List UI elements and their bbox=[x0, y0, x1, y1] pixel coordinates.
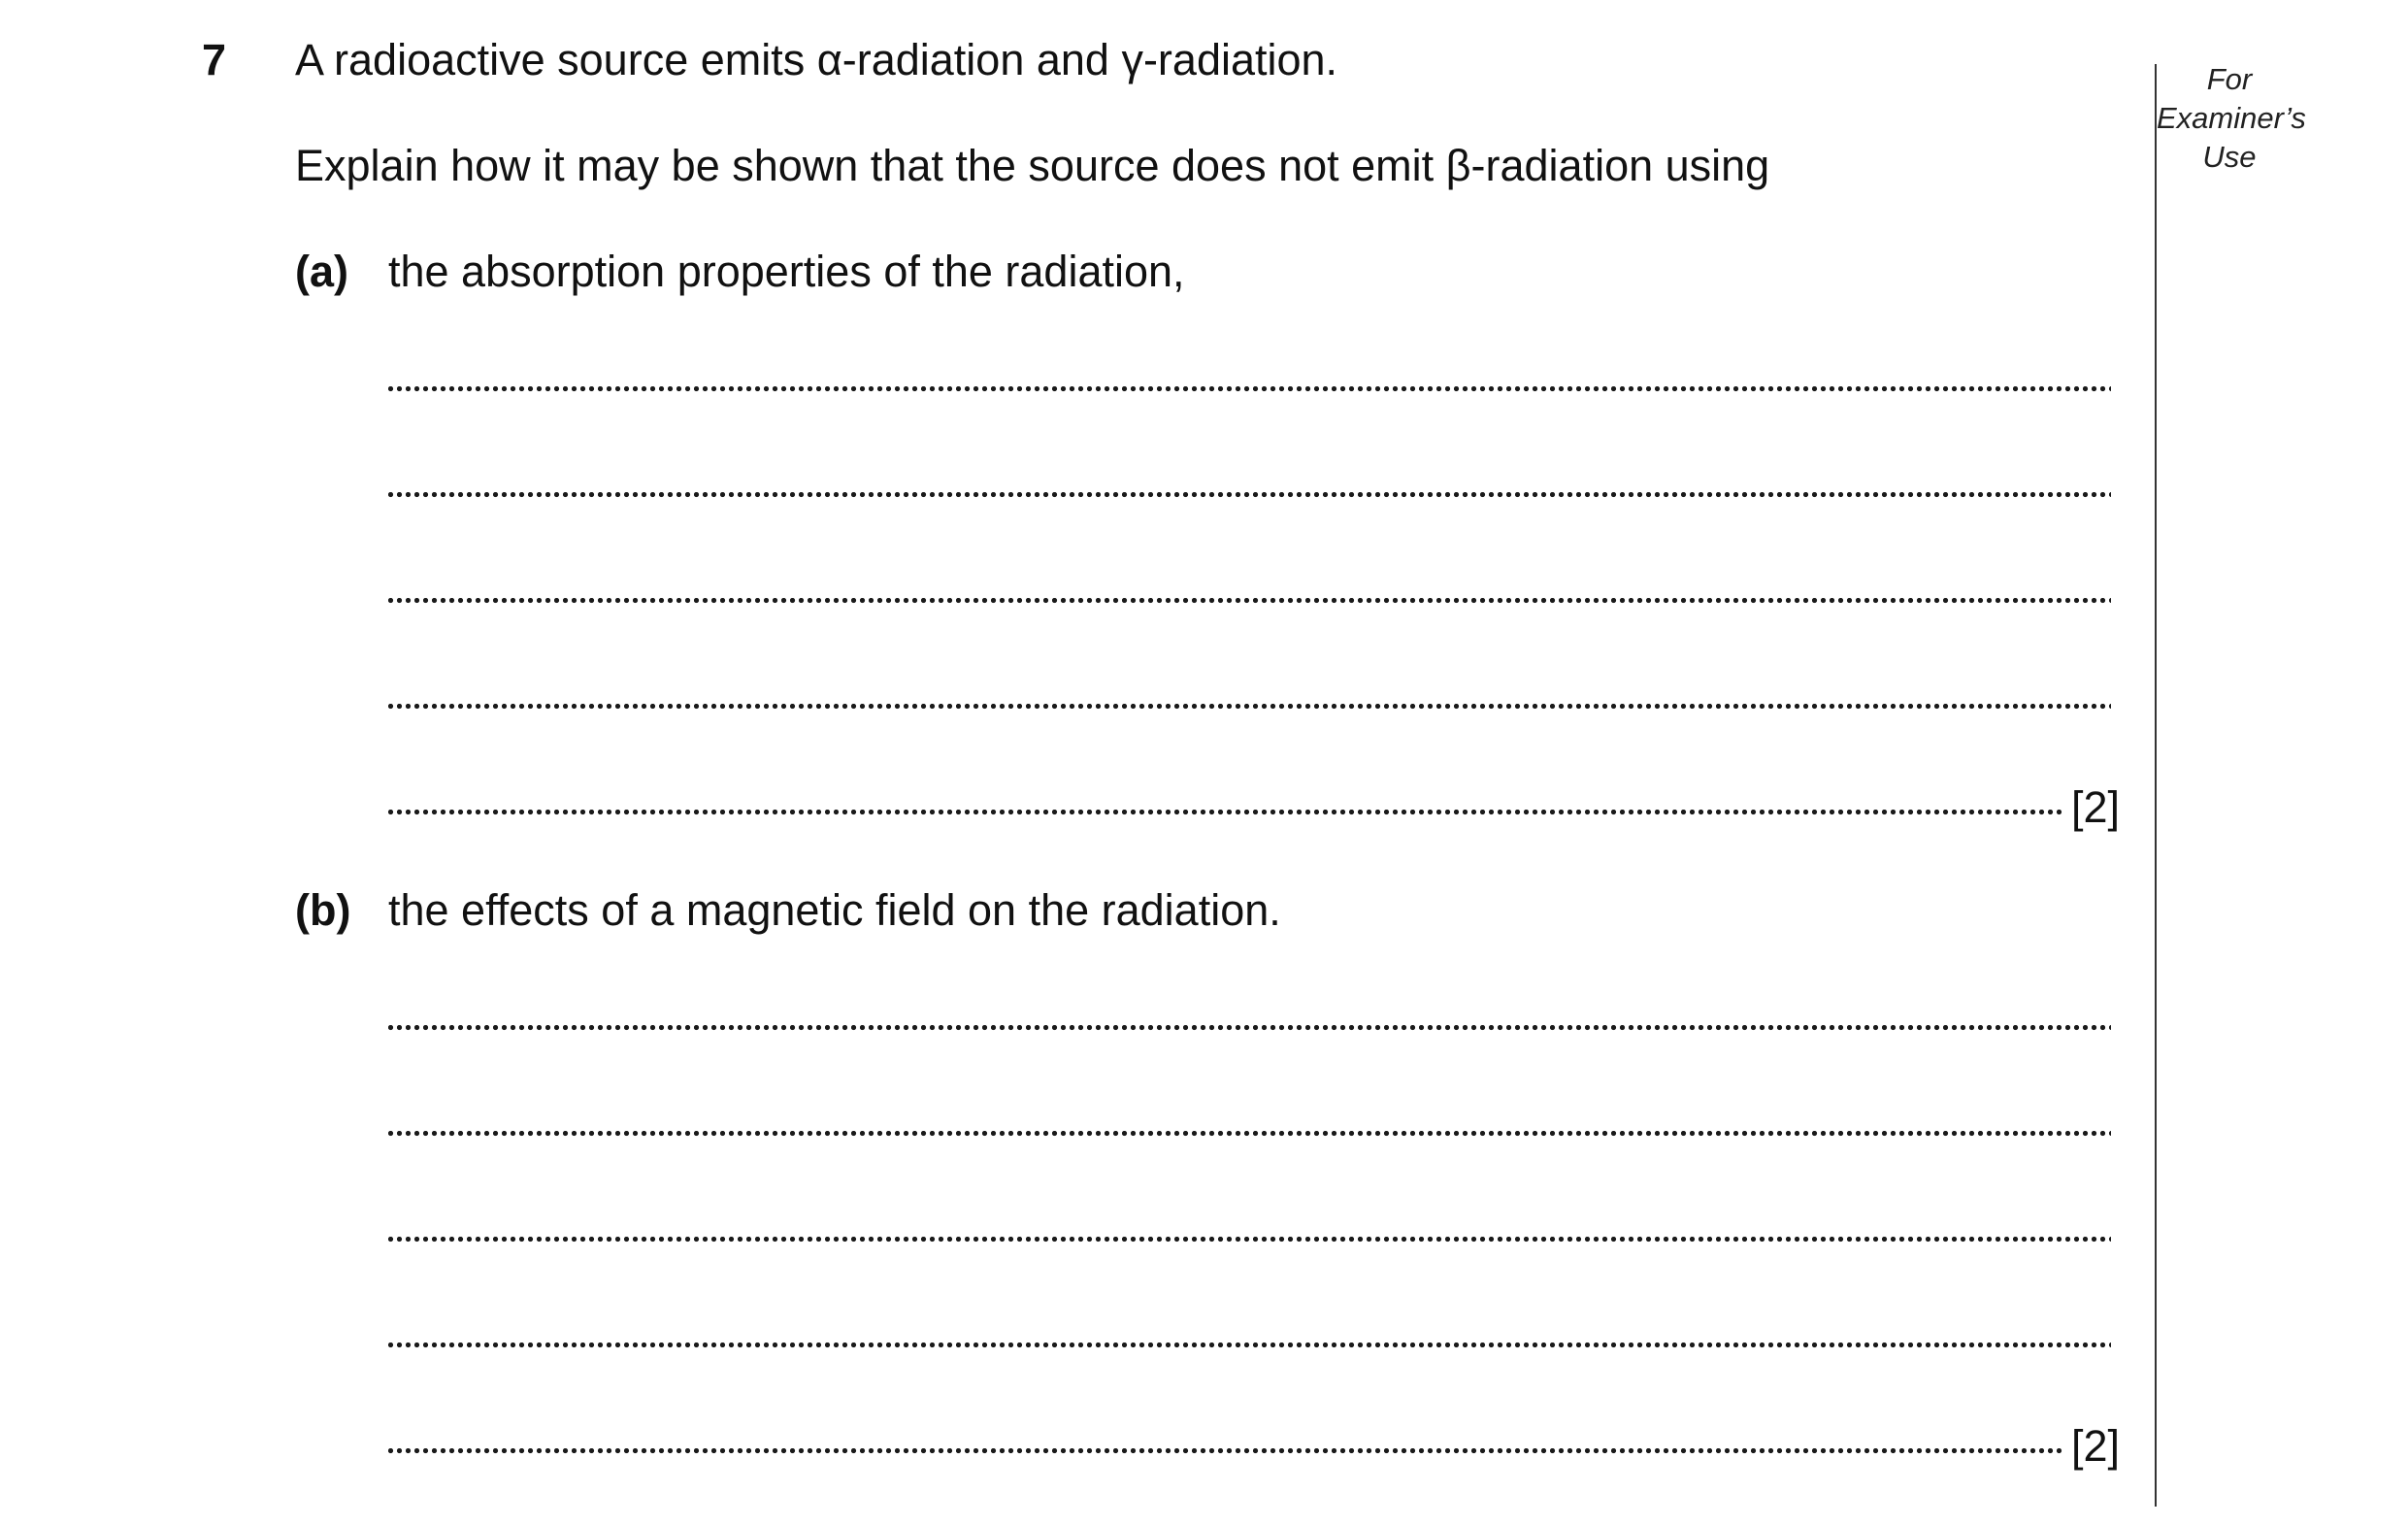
part-b-marks: [2] bbox=[2071, 1421, 2121, 1471]
answer-line-a2[interactable] bbox=[388, 492, 2111, 500]
examiner-label-line2: Examiner’s bbox=[2157, 101, 2306, 135]
question-stem: A radioactive source emits α-radiation and γ-radiation. bbox=[295, 35, 1338, 84]
examiner-label-line3: Use bbox=[2202, 140, 2257, 174]
examiner-label-line1: For bbox=[2206, 62, 2253, 96]
answer-line-b4[interactable] bbox=[388, 1343, 2111, 1350]
answer-line-a1[interactable] bbox=[388, 386, 2111, 394]
part-a-label: (a) bbox=[295, 247, 348, 296]
question-number: 7 bbox=[202, 35, 227, 84]
part-a-text: the absorption properties of the radiation, bbox=[388, 247, 1185, 296]
answer-line-b5[interactable] bbox=[388, 1448, 2065, 1456]
question-instruction: Explain how it may be shown that the source does not emit β-radiation using bbox=[295, 141, 1770, 190]
part-b-text: the effects of a magnetic field on the radiation. bbox=[388, 885, 1281, 935]
examiner-margin-line bbox=[2155, 64, 2157, 1507]
answer-line-b1[interactable] bbox=[388, 1025, 2111, 1033]
answer-line-a5[interactable] bbox=[388, 810, 2065, 817]
answer-line-b2[interactable] bbox=[388, 1131, 2111, 1139]
answer-line-a4[interactable] bbox=[388, 704, 2111, 712]
part-b-label: (b) bbox=[295, 885, 351, 935]
part-a-marks: [2] bbox=[2071, 782, 2121, 832]
answer-line-b3[interactable] bbox=[388, 1237, 2111, 1244]
answer-line-a3[interactable] bbox=[388, 598, 2111, 606]
examiner-use-label bbox=[2157, 60, 2306, 177]
